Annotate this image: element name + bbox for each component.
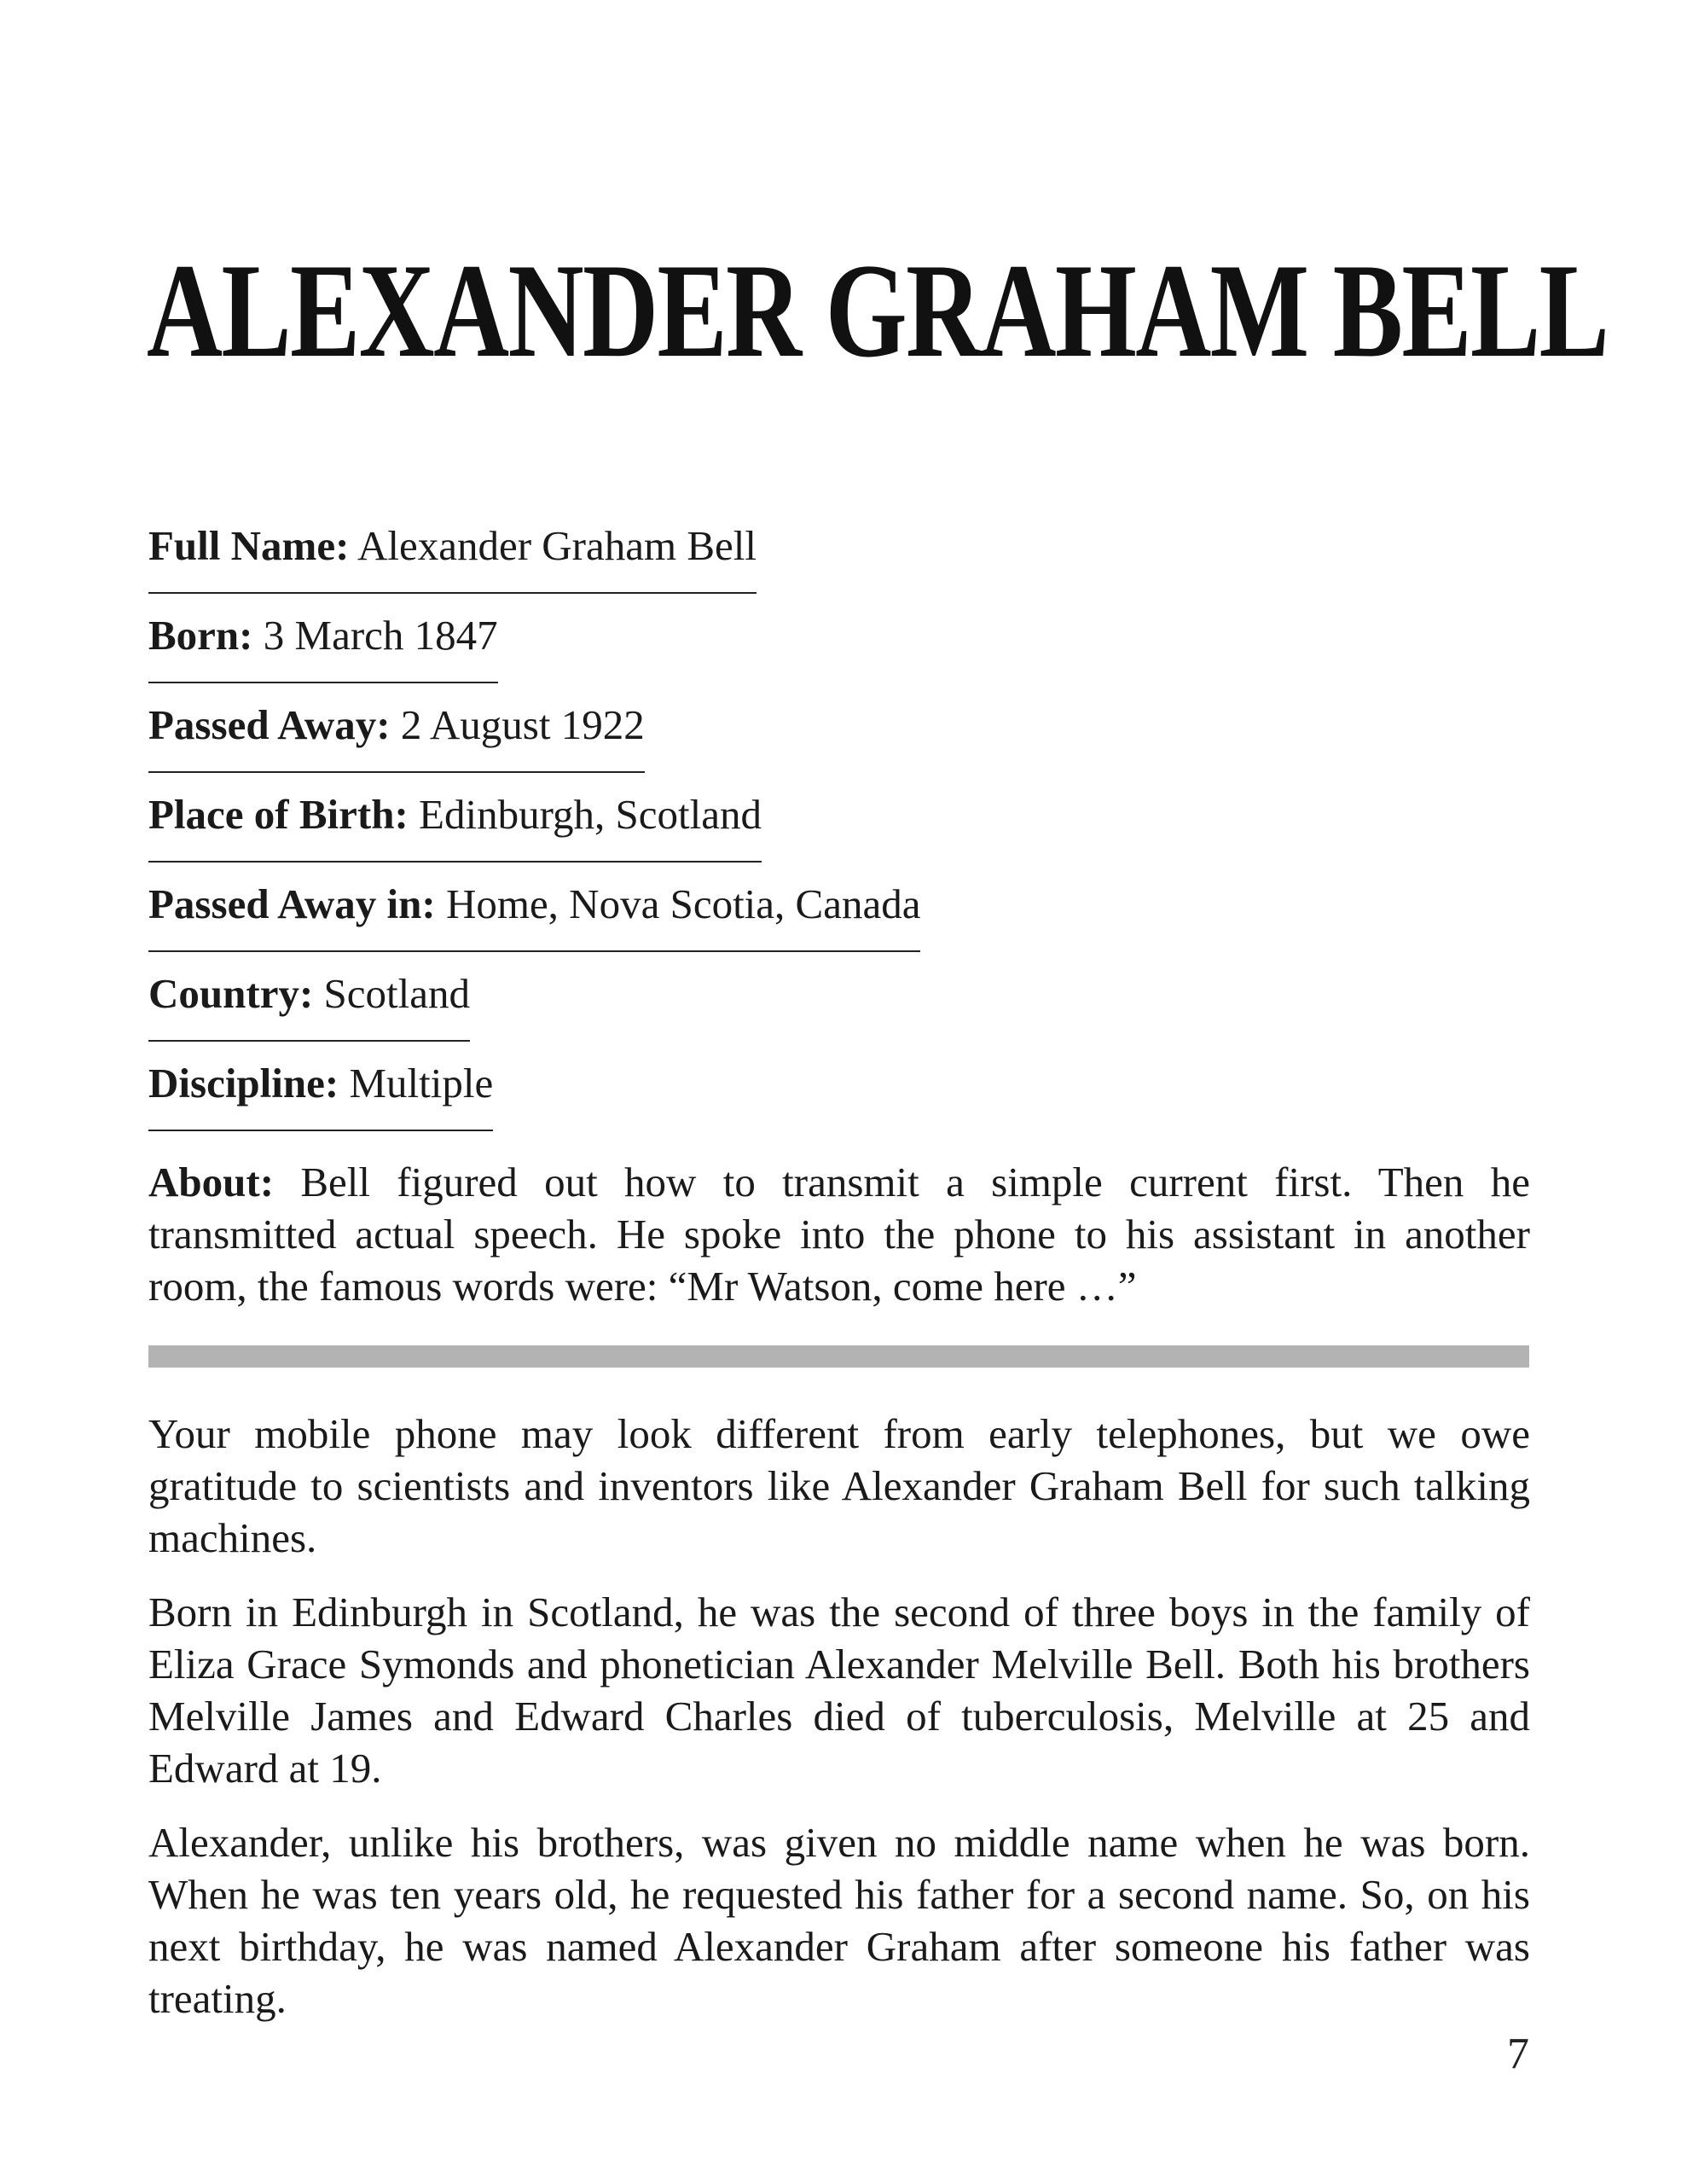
about-section [148,1156,1530,1312]
fact-value: Multiple [349,1060,494,1107]
fact-row-country [148,970,1530,1060]
fact-value: Edinburgh, Scotland [419,791,762,838]
fact-label: Full Name: [148,522,350,569]
body-text [148,1408,1530,2047]
about-label: About: [148,1159,275,1205]
page-number: 7 [1507,2030,1529,2078]
fact-row-passed-away-in [148,880,1530,970]
section-divider [148,1345,1529,1368]
fact-label: Passed Away in: [148,880,436,927]
fact-list [148,522,1530,1149]
fact-value: Alexander Graham Bell [357,522,757,569]
fact-row-full-name [148,522,1530,612]
fact-value: Home, Nova Scotia, Canada [445,880,921,927]
fact-label: Country: [148,970,314,1017]
fact-label: Place of Birth: [148,791,409,838]
fact-row-born [148,612,1530,701]
fact-row-passed-away [148,701,1530,791]
fact-label: Passed Away: [148,701,391,748]
fact-value: 3 March 1847 [263,612,498,659]
fact-label: Discipline: [148,1060,339,1107]
about-text: Bell figured out how to transmit a simple current first. Then he transmitted actual speech. He spoke into the phone to his assistant in another room, the famous words were: “Mr Watson, come here …” [148,1159,1530,1310]
paragraph-2: Born in Edinburgh in Scotland, he was the second of three boys in the family of Eliza Grace Symonds and phonetician Alexander Melville Bell. Both his brothers Melville James and Edward Charles died of tuberculosis, Melville at 25 and Edward at 19. [148,1589,1530,1792]
fact-row-place-of-birth [148,791,1530,880]
page-title: ALEXANDER GRAHAM BELL [147,236,1609,386]
paragraph-1: Your mobile phone may look different from early telephones, but we owe gratitude to scientists and inventors like Alexander Graham Bell for such talking machines. [148,1410,1530,1561]
fact-row-discipline [148,1060,1530,1149]
fact-label: Born: [148,612,253,659]
fact-value: 2 August 1922 [400,701,645,748]
paragraph-3: Alexander, unlike his brothers, was given no middle name when he was born. When he was ten years old, he requested his father for a second name. So, on his next birthday, he was named Alexander Graham after someone his father was treating. [148,1819,1530,2022]
fact-value: Scotland [323,970,471,1017]
